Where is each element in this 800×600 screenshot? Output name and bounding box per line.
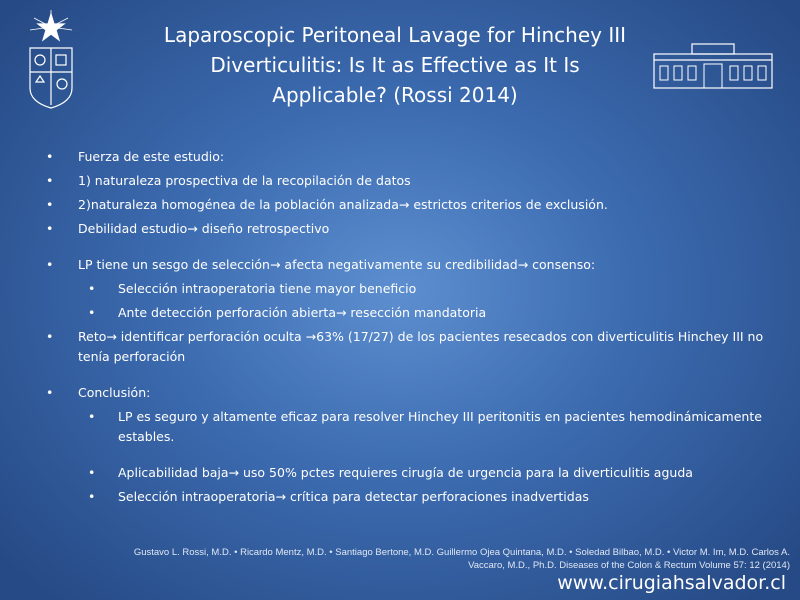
list-subitem: • Selección intraoperatoria tiene mayor beneficio [40, 279, 770, 299]
list-item: • LP tiene un sesgo de selección→ afecta negativamente su credibilidad→ consenso: [40, 255, 770, 275]
slide-title [130, 20, 660, 110]
website-url: www.cirugiahsalvador.cl [557, 572, 786, 594]
list-subitem: • Ante detección perforación abierta→ resección mandatoria [40, 303, 770, 323]
list-item: • 1) naturaleza prospectiva de la recopilación de datos [40, 171, 770, 191]
list-subitem: • LP es seguro y altamente eficaz para resolver Hinchey III peritonitis en pacientes hemodinámicamente estables. [40, 407, 770, 447]
list-item: • 2)naturaleza homogénea de la población analizada→ estrictos criterios de exclusión. [40, 195, 770, 215]
list-item: • Reto→ identificar perforación oculta →63% (17/27) de los pacientes resecados con diverticulitis Hinchey III no tenía perforación [40, 327, 770, 367]
list-subitem: • Aplicabilidad baja→ uso 50% pctes requieres cirugía de urgencia para la diverticulitis aguda [40, 463, 770, 483]
university-crest-icon [22, 10, 80, 110]
list-item: • Debilidad estudio→ diseño retrospectivo [40, 219, 770, 239]
list-item: • Fuerza de este estudio: [40, 147, 770, 167]
hospital-building-icon [652, 40, 774, 90]
bullet-list [40, 147, 770, 511]
list-subitem: • Selección intraoperatoria→ crítica para detectar perforaciones inadvertidas [40, 487, 770, 507]
citation-text: Gustavo L. Rossi, M.D. • Ricardo Mentz, M.D. • Santiago Bertone, M.D. Guillermo Ojea Quintana, M.D. • Soledad Bilbao, M.D. • Victor M. Im, M.D. Carlos A. Vaccaro, M.D., Ph.D. Diseases of the Colon & Rectum Volume 57: 12 (2014) [133, 547, 790, 571]
title-line: Applicable? (Rossi 2014) [272, 83, 518, 107]
title-line: Laparoscopic Peritoneal Lavage for Hinchey III [163, 23, 627, 47]
list-item: • Conclusión: [40, 383, 770, 403]
title-line: Diverticulitis: Is It as Effective as It Is [210, 53, 580, 77]
